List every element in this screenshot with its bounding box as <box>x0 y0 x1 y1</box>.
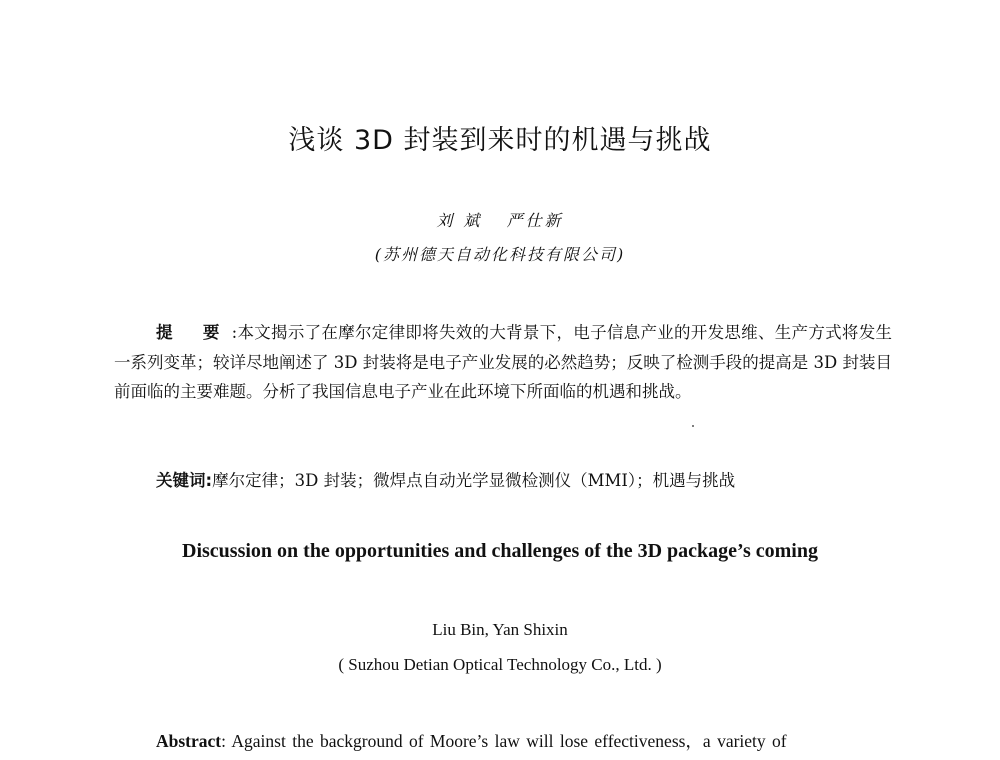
paper-title-en: Discussion on the opportunities and challenges of the 3D package’s coming <box>182 540 818 562</box>
authors-cn: 刘 斌 严仕新 <box>436 211 564 230</box>
abstract-en-label: Abstract <box>156 731 222 751</box>
keywords-cn <box>156 466 896 496</box>
abstract-en-text: : Against the background of Moore’s law will lose effectiveness，a variety of <box>221 731 787 751</box>
keywords-cn-text: 摩尔定律；3D 封装；微焊点自动光学显微检测仪（MMI）；机遇与挑战 <box>212 471 736 490</box>
keywords-cn-label: 关键词: <box>156 471 213 490</box>
abstract-cn-label: 提 要 <box>156 323 232 342</box>
affiliation-en: ( Suzhou Detian Optical Technology Co., Ltd. ) <box>338 655 662 674</box>
abstract-cn-colon: : <box>231 323 238 342</box>
abstract-cn <box>114 318 892 407</box>
scan-speck <box>692 425 694 427</box>
paper-title-cn: 浅谈 3D 封装到来时的机遇与挑战 <box>288 125 712 156</box>
abstract-en <box>156 729 892 753</box>
authors-en: Liu Bin, Yan Shixin <box>432 620 568 639</box>
abstract-cn-text: 本文揭示了在摩尔定律即将失效的大背景下，电子信息产业的开发思维、生产方式将发生一系列变革；较详尽地阐述了 3D 封装将是电子产业发展的必然趋势；反映了检测手段的提高是 3D 封装目前面临的主要难题。分析了我国信息电子产业在此环境下所面临的机遇和挑战。 <box>114 323 893 401</box>
affiliation-cn: (苏州德天自动化科技有限公司) <box>374 245 626 264</box>
